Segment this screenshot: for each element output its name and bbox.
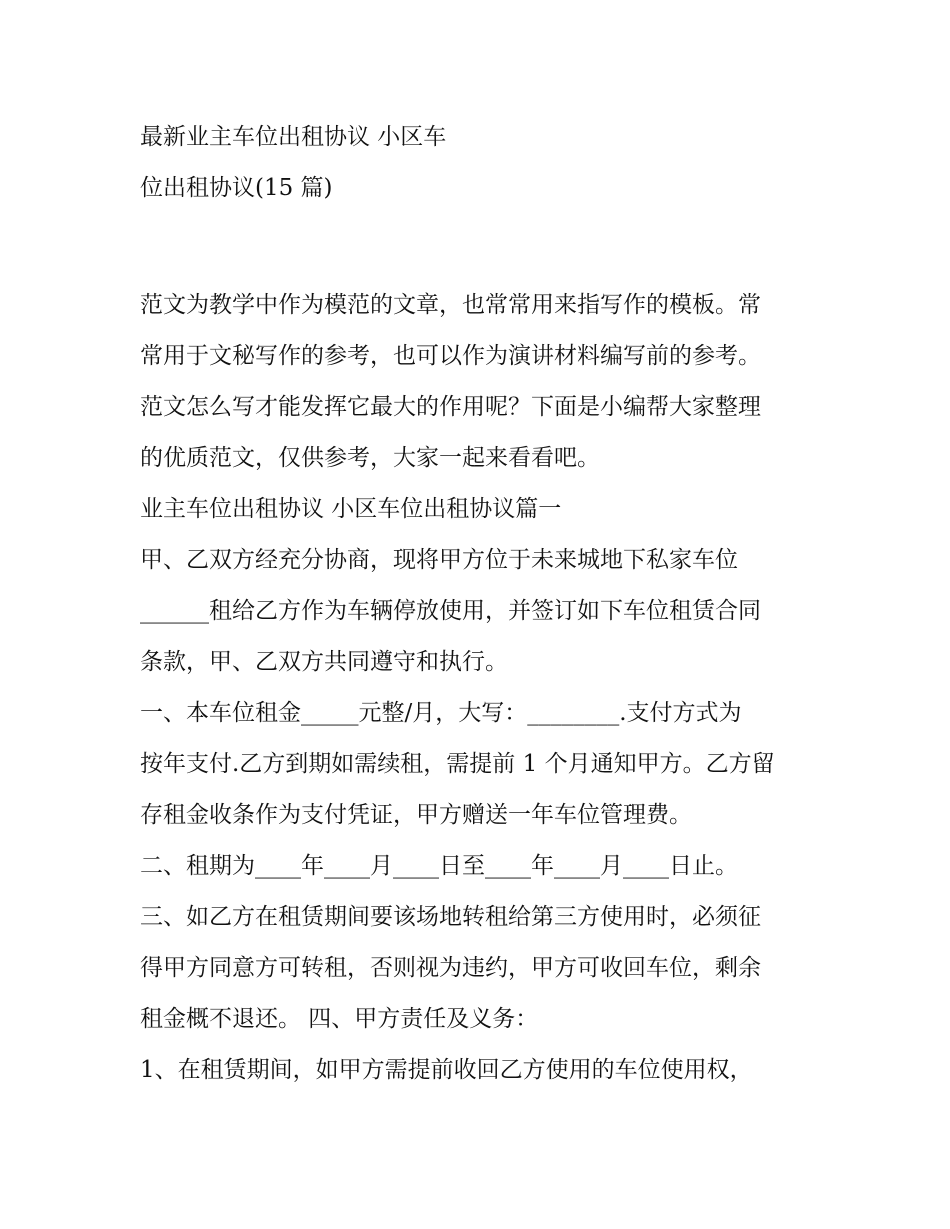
title-line: 位出租协议(15 篇): [140, 175, 333, 201]
body-line: 1、在租赁期间，如甲方需提前收回乙方使用的车位使用权，: [140, 1057, 753, 1083]
section-heading: 业主车位出租协议 小区车位出租协议篇一: [140, 496, 562, 522]
body-line: ______租给乙方作为车辆停放使用，并签订如下车位租赁合同: [140, 598, 761, 624]
body-line: 一、本车位租金_____元整/月，大写：________.支付方式为: [140, 700, 742, 726]
body-line: 甲、乙双方经充分协商，现将甲方位于未来城地下私家车位: [140, 547, 738, 573]
document-body: [140, 280, 820, 1096]
body-line: 二、租期为____年____月____日至____年____月____日止。: [140, 853, 738, 879]
body-line: 条款，甲、乙双方共同遵守和执行。: [140, 649, 508, 675]
body-line: 三、如乙方在租赁期间要该场地转租给第三方使用时，必须征: [140, 904, 761, 930]
body-line: 范文怎么写才能发挥它最大的作用呢？下面是小编帮大家整理: [140, 394, 761, 420]
body-line: 常用于文秘写作的参考，也可以作为演讲材料编写前的参考。: [140, 343, 761, 369]
document-title: [140, 112, 820, 214]
body-line: 租金概不退还。 四、甲方责任及义务：: [140, 1006, 539, 1032]
body-line: 的优质范文，仅供参考，大家一起来看看吧。: [140, 445, 600, 471]
body-line: 按年支付.乙方到期如需续租，需提前 1 个月通知甲方。乙方留: [140, 751, 775, 777]
body-line: 存租金收条作为支付凭证，甲方赠送一年车位管理费。: [140, 802, 692, 828]
body-line: 范文为教学中作为模范的文章，也常常用来指写作的模板。常: [140, 292, 761, 318]
title-line: 最新业主车位出租协议 小区车: [140, 124, 447, 150]
body-line: 得甲方同意方可转租，否则视为违约，甲方可收回车位，剩余: [140, 955, 761, 981]
